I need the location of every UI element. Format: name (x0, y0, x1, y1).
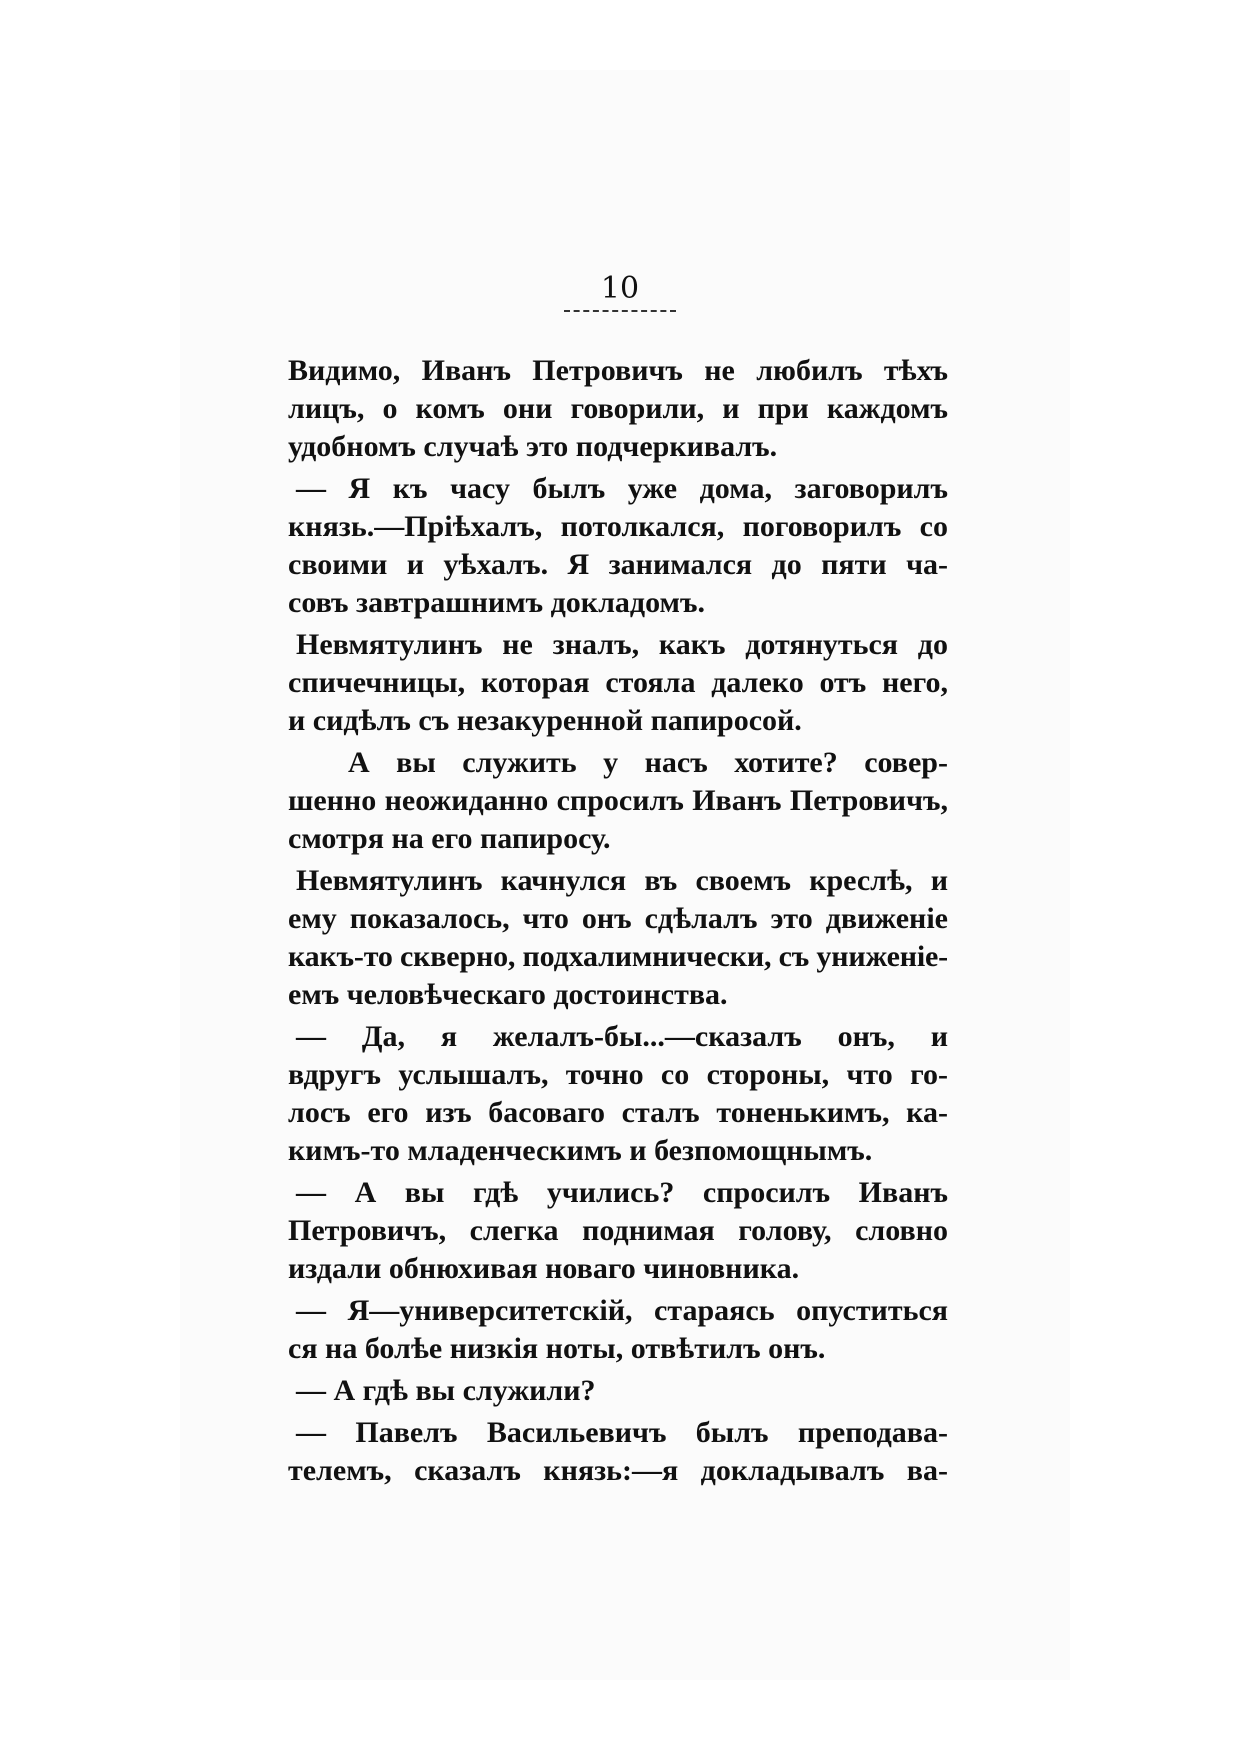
text-line: издали обнюхивая новаго чиновника. (288, 1252, 800, 1285)
text-line: лосъ его изъ басоваго сталъ тоненькимъ, ка- (288, 1096, 948, 1129)
text-line: — Я къ часу былъ уже дома, заговорилъ (296, 472, 948, 505)
header-rule (564, 310, 676, 312)
text-line: Невмятулинъ не зналъ, какъ дотянуться до (296, 628, 948, 661)
text-line: какъ-то скверно, подхалимнически, съ униженіе- (288, 940, 948, 973)
page-number: 10 (600, 271, 640, 306)
body-text (288, 352, 948, 1490)
text-line: ся на болѣе низкія ноты, отвѣтилъ онъ. (288, 1332, 826, 1365)
text-line: — Да, я желалъ-бы...—сказалъ онъ, и (296, 1020, 948, 1053)
text-line: кимъ-то младенческимъ и безпомощнымъ. (288, 1134, 873, 1167)
text-line: совъ завтрашнимъ докладомъ. (288, 586, 705, 619)
text-line: — А гдѣ вы служили? (296, 1374, 596, 1407)
text-line: емъ человѣческаго достоинства. (288, 978, 728, 1011)
text-line: спичечницы, которая стояла далеко отъ него, (288, 666, 948, 699)
text-line: — Павелъ Васильевичъ былъ преподава- (296, 1416, 948, 1449)
text-line: своими и уѣхалъ. Я занимался до пяти ча- (288, 548, 948, 581)
text-line: смотря на его папиросу. (288, 822, 611, 855)
text-line: удобномъ случаѣ это подчеркивалъ. (288, 430, 778, 463)
text-line: Петровичъ, слегка поднимая голову, словно (288, 1214, 948, 1247)
text-line: князь.—Пріѣхалъ, потолкался, поговорилъ со (288, 510, 948, 543)
text-line: Видимо, Иванъ Петровичъ не любилъ тѣхъ (288, 354, 948, 387)
text-line: Невмятулинъ качнулся въ своемъ креслѣ, и (296, 864, 948, 897)
text-line: и сидѣлъ съ незакуренной папиросой. (288, 704, 802, 737)
text-line: лицъ, о комъ они говорили, и при каждомъ (288, 392, 948, 425)
text-line: шенно неожиданно спросилъ Иванъ Петровичъ, (288, 784, 948, 817)
text-line: телемъ, сказалъ князь:—я докладывалъ ва- (288, 1454, 948, 1487)
text-line: — А вы гдѣ учились? спросилъ Иванъ (296, 1176, 948, 1209)
text-line: ему показалось, что онъ сдѣлалъ это движеніе (288, 902, 948, 935)
text-line: А вы служить у насъ хотите? совер- (348, 746, 948, 779)
text-line: — Я—университетскій, стараясь опуститься (296, 1294, 948, 1327)
text-line: вдругъ услышалъ, точно со стороны, что го- (288, 1058, 948, 1091)
